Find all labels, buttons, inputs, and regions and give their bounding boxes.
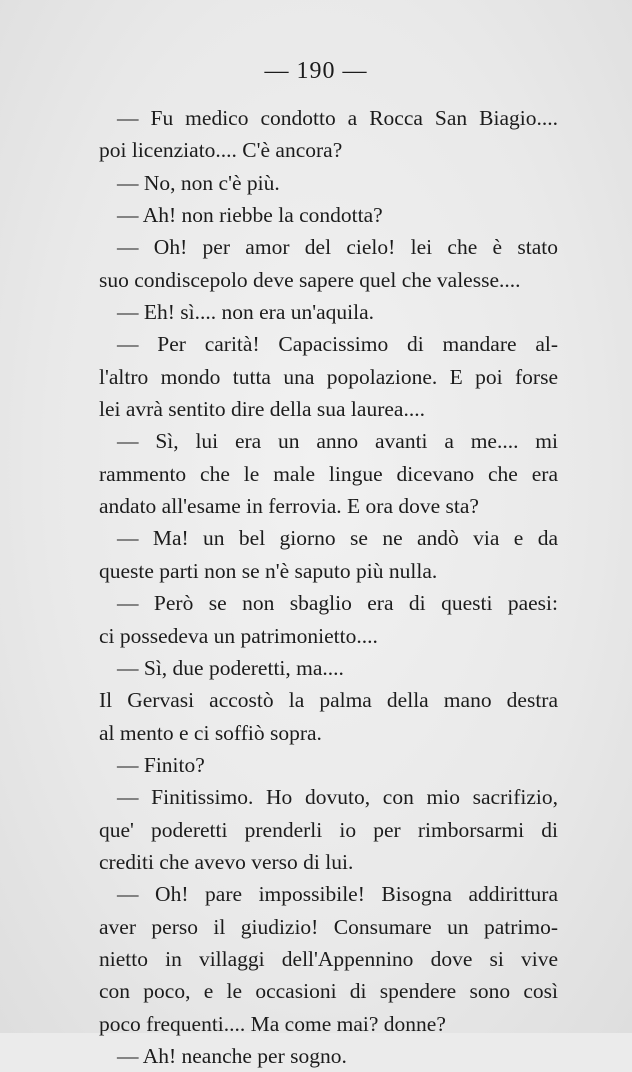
text-line: aver perso il giudizio! Consumare un patrimo- — [99, 914, 558, 939]
text-line: — Sì, lui era un anno avanti a me.... mi — [117, 429, 558, 454]
text-line: — Fu medico condotto a Rocca San Biagio.... — [117, 106, 558, 130]
text-line: — No, non c'è più. — [117, 170, 280, 195]
text-line: l'altro mondo tutta una popolazione. E poi forse — [99, 364, 558, 389]
text-line: suo condiscepolo deve sapere quel che valesse.... — [99, 267, 521, 292]
text-line: poi licenziato.... C'è ancora? — [99, 138, 343, 163]
text-line: — Finito? — [117, 752, 205, 777]
text-line: — Finitissimo. Ho dovuto, con mio sacrifizio, — [117, 785, 558, 810]
text-line: que' poderetti prenderli io per rimborsarmi di — [99, 817, 558, 842]
text-line: al mento e ci soffiò sopra. — [99, 720, 322, 745]
text-line: crediti che avevo verso di lui. — [99, 849, 354, 874]
text-line: lei avrà sentito dire della sua laurea.... — [99, 397, 425, 422]
text-line: nietto in villaggi dell'Appennino dove si vive — [99, 946, 558, 971]
text-line: — Sì, due poderetti, ma.... — [117, 655, 344, 680]
body-text — [99, 102, 558, 1072]
text-line: ci possedeva un patrimonietto.... — [99, 623, 378, 648]
text-line: andato all'esame in ferrovia. E ora dove sta? — [99, 494, 479, 519]
text-line: Il Gervasi accostò la palma della mano destra — [99, 688, 558, 713]
text-line: — Oh! pare impossibile! Bisogna addirittura — [117, 882, 558, 907]
text-line: — Però se non sbaglio era di questi paesi: — [117, 591, 558, 616]
text-line: — Ma! un bel giorno se ne andò via e da — [117, 526, 558, 551]
text-line: — Per carità! Capacissimo di mandare al- — [117, 332, 558, 357]
text-line: — Eh! sì.... non era un'aquila. — [117, 300, 375, 325]
text-line: — Ah! non riebbe la condotta? — [117, 203, 383, 228]
text-line: — Ah! neanche per sogno. — [117, 1043, 347, 1068]
text-line: queste parti non se n'è saputo più nulla. — [99, 558, 438, 583]
text-line: rammento che le male lingue dicevano che era — [99, 461, 558, 486]
text-line: con poco, e le occasioni di spendere sono così — [99, 979, 558, 1004]
text-line: poco frequenti.... Ma come mai? donne? — [99, 1011, 446, 1036]
page-number: — 190 — — [264, 58, 368, 84]
text-line: — Oh! per amor del cielo! lei che è stato — [117, 235, 558, 260]
